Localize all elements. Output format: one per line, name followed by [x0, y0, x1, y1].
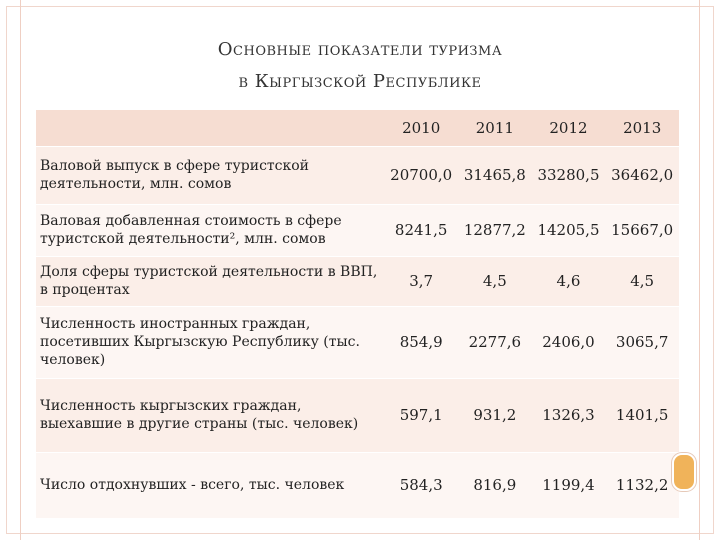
- cell-value: 931,2: [473, 406, 517, 424]
- table-row: [36, 306, 679, 378]
- year-header-2010: 2010: [384, 110, 458, 146]
- cell-value: 20700,0: [390, 166, 453, 184]
- cell-value: 12877,2: [463, 221, 526, 239]
- cell-value: 2277,6: [468, 333, 522, 351]
- cell-value: 33280,5: [537, 166, 600, 184]
- cell-value: 31465,8: [463, 166, 526, 184]
- header-corner-cell: [36, 110, 384, 146]
- title-line-1: Основные показатели туризма: [217, 39, 503, 60]
- cell-value: 1132,2: [615, 476, 669, 495]
- cell-value: 2406,0: [542, 333, 595, 351]
- cell-value: 854,9: [399, 333, 443, 351]
- tourism-indicators-table: [36, 110, 679, 518]
- row-label: Численность иностранных граждан, посетивших Кыргызскую Республику (тыс. человек): [40, 316, 360, 368]
- cell-value: 4,5: [482, 272, 507, 290]
- row-label: Валовой выпуск в сфере туристской деятельности, млн. сомов: [40, 158, 310, 192]
- year-header-2011: 2011: [458, 110, 532, 146]
- cell-value: 4,6: [556, 272, 581, 290]
- row-label: Доля сферы туристской деятельности в ВВП, в процентах: [40, 264, 378, 298]
- cell-value: 1199,4: [542, 476, 595, 495]
- table-row: [36, 452, 679, 518]
- header-row: [36, 110, 679, 146]
- table-row: [36, 146, 679, 204]
- cell-value: 15667,0: [611, 221, 674, 239]
- cell-value: 4,5: [630, 272, 655, 290]
- table-row: [36, 204, 679, 256]
- right-rail: [699, 0, 700, 540]
- row-label: Число отдохнувших - всего, тыс. человек: [40, 477, 345, 494]
- left-rail: [20, 0, 21, 540]
- row-label: Валовая добавленная стоимость в сфере туристской деятельности², млн. сомов: [40, 213, 342, 247]
- cell-value: 8241,5: [394, 221, 448, 239]
- row-label: Численность кыргызских граждан, выехавшие в другие страны (тыс. человек): [40, 398, 359, 432]
- table-row: [36, 378, 679, 452]
- cell-value: 14205,5: [537, 221, 600, 239]
- cell-value: 1326,3: [542, 406, 595, 424]
- cell-value: 3,7: [409, 272, 434, 290]
- year-header-2012: 2012: [532, 110, 606, 146]
- cell-value: 584,3: [399, 476, 443, 495]
- cell-value: 816,9: [473, 476, 517, 495]
- cell-value: 3065,7: [615, 333, 669, 351]
- decorative-badge: [672, 453, 696, 491]
- table-row: [36, 256, 679, 306]
- title-line-2: в Кыргызской Республике: [238, 71, 482, 92]
- slide-title: [90, 34, 630, 98]
- cell-value: 1401,5: [615, 406, 669, 424]
- year-header-2013: 2013: [605, 110, 679, 146]
- cell-value: 597,1: [399, 406, 443, 424]
- cell-value: 36462,0: [611, 166, 674, 184]
